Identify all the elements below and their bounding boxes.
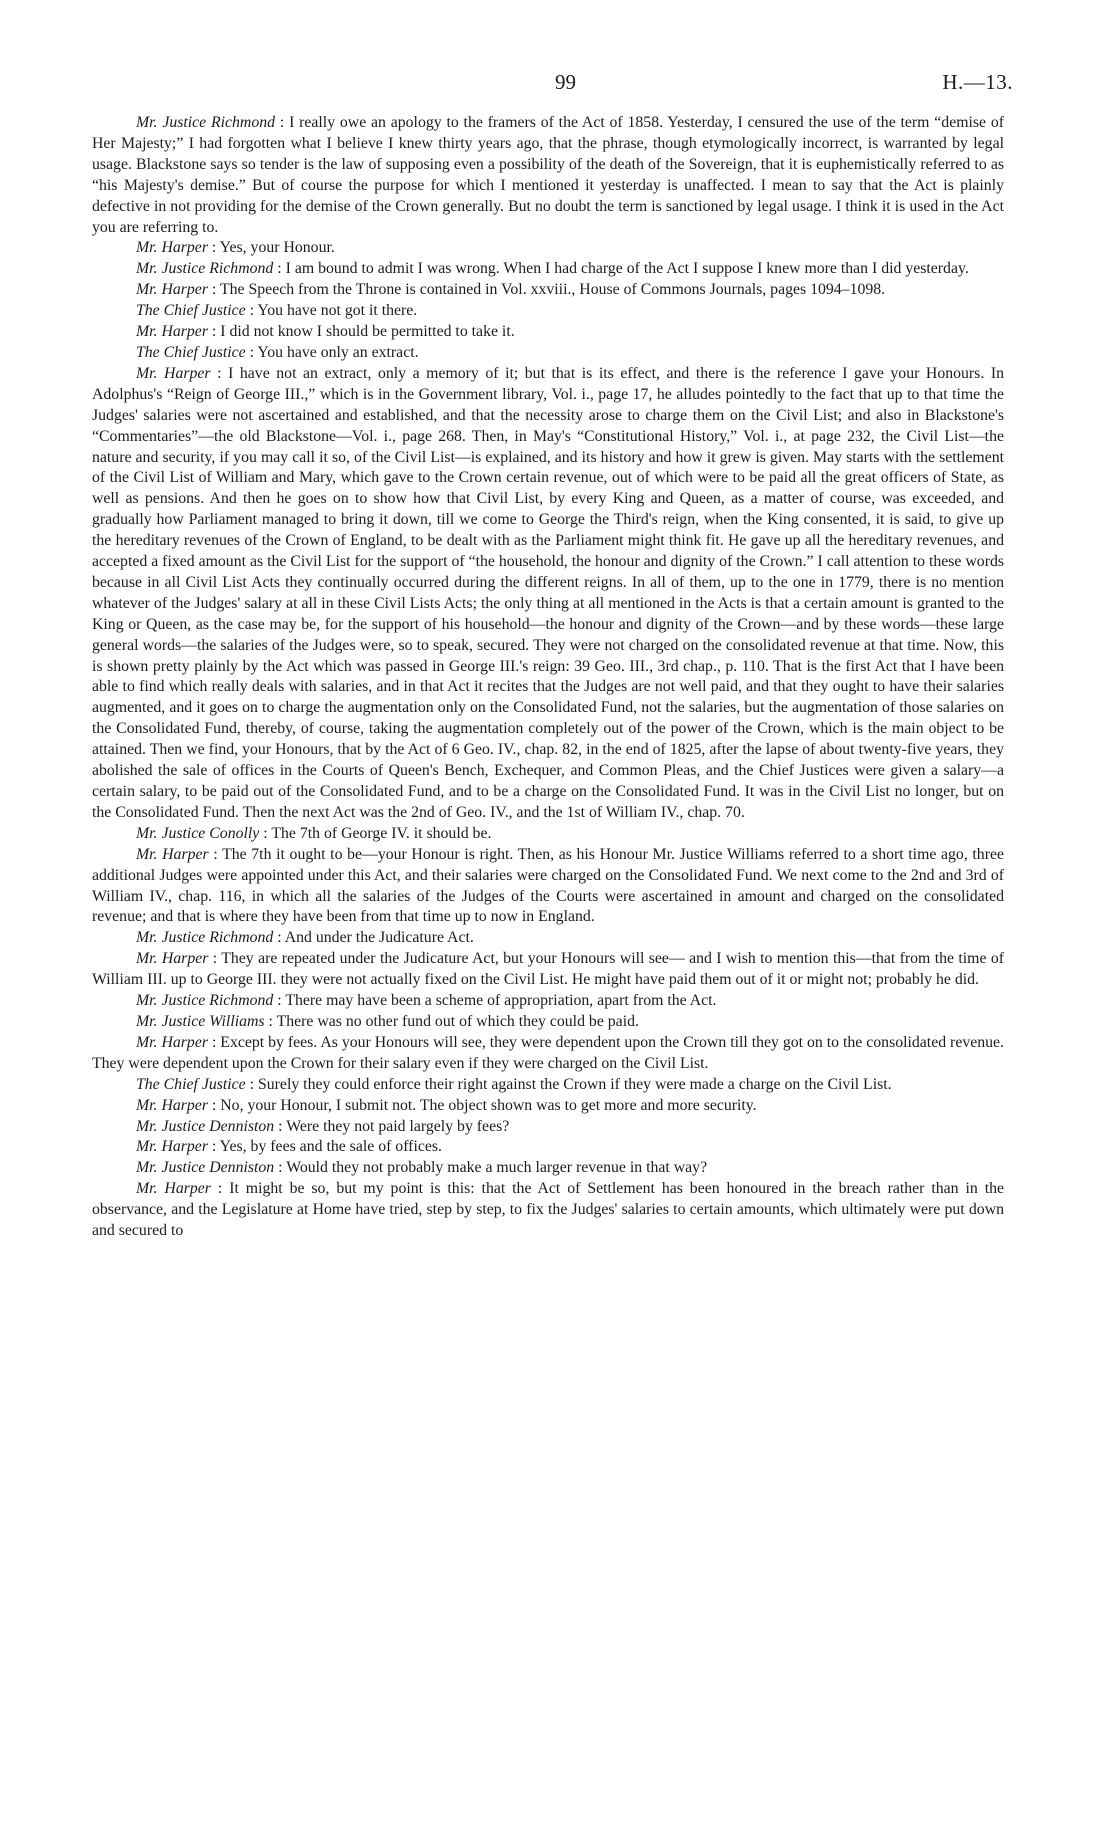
speaker-name: Mr. Harper <box>136 1138 208 1156</box>
speaker-name: Mr. Justice Williams <box>136 1012 265 1030</box>
speech-text: Surely they could enforce their right against the Crown if they were made a charge on the Civil List. <box>257 1075 892 1093</box>
speaker-separator: : <box>207 1033 221 1051</box>
speech-text: It might be so, but my point is this: that the Act of Settlement has been honoured in the breach rather than in the observance, and the Legislature at Home have tried, step by step, to fix the Judges' salaries to certain amounts, which ultimately were put down and secured to <box>92 1180 1004 1240</box>
speaker-separator: : <box>245 343 258 361</box>
transcript-paragraph <box>92 343 1004 364</box>
speaker-name: Mr. Harper <box>136 845 209 863</box>
speaker-separator: : <box>207 1138 220 1156</box>
transcript-paragraph <box>92 1117 1004 1138</box>
transcript-paragraph <box>92 1012 1004 1033</box>
speaker-separator: : <box>264 1012 277 1030</box>
speech-text: The 7th it ought to be—your Honour is right. Then, as his Honour Mr. Justice Williams referred to a short time ago, three additional Judges were appointed under this Act, and their salaries were charged on the Consolidated Fund. We next come to the 2nd and 3rd of William IV., chap. 116, in which all the salaries of the Judges of the Courts were ascertained in amount and charged on the consolidated revenue; and that is where they have been from that time up to now in England. <box>92 845 1004 926</box>
transcript-paragraph <box>92 280 1004 301</box>
speech-text: Were they not paid largely by fees? <box>286 1117 510 1135</box>
speech-text: No, your Honour, I submit not. The object shown was to get more and more security. <box>220 1096 757 1114</box>
speech-text: You have not got it there. <box>257 302 418 320</box>
speech-text: I really owe an apology to the framers of the Act of 1858. Yesterday, I censured the use of the term “demise of Her Majesty;” I had forgotten what I believe I knew thirty years ago, that the phrase, though etymologically incorrect, is warranted by legal usage. Blackstone says so tender is the law of supposing even a possibility of the death of the Sovereign, that it is euphemistically referred to as “his Majesty's demise.” But of course the purpose for which I mentioned it yesterday is unaffected. I mean to say that the Act is plainly defective in not providing for the demise of the Crown generally. But no doubt the term is sanctioned by legal usage. I think it is used in the Act you are referring to. <box>92 114 1005 236</box>
transcript-paragraph <box>92 259 1004 280</box>
speaker-name: Mr. Justice Richmond <box>136 260 274 278</box>
transcript-paragraph <box>92 113 1004 238</box>
speech-text: I am bound to admit I was wrong. When I had charge of the Act I suppose I knew more than I did yesterday. <box>285 260 969 278</box>
speaker-separator: : <box>210 1180 230 1198</box>
transcript-paragraph <box>92 1033 1004 1075</box>
speaker-name: The Chief Justice <box>136 302 246 320</box>
speaker-name: Mr. Harper <box>136 323 208 341</box>
speaker-separator: : <box>210 364 229 382</box>
transcript-paragraph <box>92 928 1004 949</box>
transcript-paragraph <box>92 1179 1004 1242</box>
speaker-separator: : <box>207 281 220 299</box>
speech-text: The Speech from the Throne is contained in Vol. xxviii., House of Commons Journals, pages 1094–1098. <box>219 281 886 299</box>
speech-text: Yes, your Honour. <box>219 239 335 257</box>
speech-text: I did not know I should be permitted to take it. <box>220 323 515 341</box>
speaker-separator: : <box>273 992 286 1010</box>
speaker-name: Mr. Justice Conolly <box>136 824 260 842</box>
speaker-separator: : <box>207 239 220 257</box>
speaker-name: Mr. Justice Denniston <box>136 1117 275 1135</box>
speech-text: The 7th of George IV. it should be. <box>271 824 492 842</box>
speaker-separator: : <box>207 323 221 341</box>
speaker-name: Mr. Justice Richmond <box>136 929 274 947</box>
transcript-paragraph <box>92 1158 1004 1179</box>
speaker-name: Mr. Justice Richmond <box>136 114 276 131</box>
speaker-separator: : <box>259 824 272 842</box>
speaker-separator: : <box>207 1096 221 1114</box>
transcript-paragraph <box>92 1137 1004 1158</box>
speaker-separator: : <box>208 950 222 968</box>
transcript-paragraph <box>92 322 1004 343</box>
transcript-body <box>92 113 1004 1242</box>
transcript-paragraph <box>92 301 1004 322</box>
document-reference: H.—13. <box>942 70 1013 94</box>
speaker-name: Mr. Harper <box>136 1180 211 1198</box>
speaker-name: Mr. Harper <box>136 1033 208 1051</box>
speaker-name: Mr. Justice Richmond <box>136 992 274 1010</box>
speaker-name: Mr. Justice Denniston <box>136 1159 275 1177</box>
transcript-paragraph <box>92 364 1004 824</box>
speaker-name: Mr. Harper <box>136 950 209 968</box>
speaker-separator: : <box>208 845 223 863</box>
speaker-separator: : <box>273 260 286 278</box>
transcript-paragraph <box>92 949 1004 991</box>
speaker-separator: : <box>275 114 290 131</box>
transcript-paragraph <box>92 238 1004 259</box>
speaker-name: Mr. Harper <box>136 239 208 257</box>
page-header <box>0 70 1114 100</box>
speech-text: Except by fees. As your Honours will see, they were dependent upon the Crown till they got on to the consolidated revenue. They were dependent upon the Crown for their salary even if they were charged on the Civil List. <box>92 1033 1004 1072</box>
transcript-paragraph <box>92 824 1004 845</box>
speech-text: There was no other fund out of which they could be paid. <box>276 1012 639 1030</box>
speaker-separator: : <box>245 1075 258 1093</box>
speech-text: There may have been a scheme of appropriation, apart from the Act. <box>285 992 717 1010</box>
speech-text: Yes, by fees and the sale of offices. <box>219 1138 442 1156</box>
speech-text: You have only an extract. <box>257 343 419 361</box>
speaker-name: Mr. Harper <box>136 364 211 382</box>
speaker-separator: : <box>245 302 258 320</box>
transcript-paragraph <box>92 1075 1004 1096</box>
speech-text: Would they not probably make a much larger revenue in that way? <box>286 1159 708 1177</box>
speaker-name: Mr. Harper <box>136 281 208 299</box>
transcript-paragraph <box>92 845 1004 929</box>
transcript-paragraph <box>92 991 1004 1012</box>
speaker-name: Mr. Harper <box>136 1096 208 1114</box>
speech-text: And under the Judicature Act. <box>284 929 474 947</box>
speaker-separator: : <box>273 929 285 947</box>
speaker-name: The Chief Justice <box>136 343 246 361</box>
speaker-name: The Chief Justice <box>136 1075 246 1093</box>
speech-text: They are repeated under the Judicature Act, but your Honours will see— and I wish to mention this—that from the time of William III. up to George III. they were not actually fixed on the Civil List. He might have paid them out of it or might not; probably he did. <box>92 950 1004 989</box>
speaker-separator: : <box>274 1117 287 1135</box>
page-number: 99 <box>555 70 576 94</box>
speaker-separator: : <box>274 1159 287 1177</box>
speech-text: I have not an extract, only a memory of it; but that is its effect, and there is the reference I gave your Honours. In Adolphus's “Reign of George III.,” which is in the Government library, Vol. i., page 17, he alludes pointedly to the fact that up to that time the Judges' salaries were not ascertained and established, and that the necessity arose to charge them on the Civil List; and also in Blackstone's “Commentaries”—the old Blackstone—Vol. i., page 268. Then, in May's “Constitutional History,” Vol. i., at page 232, the Civil List—the nature and security, if you may call it so, of the Civil List—is explained, and its history and how it grew is given. May starts with the settlement of the Civil List of William and Mary, which gave to the Crown certain revenue, out of which were to be paid all the great officers of State, as well as pensions. And then he goes on to show how that Civil List, by every King and Queen, as a matter of course, was exceeded, and gradually how Parliament managed to bring it down, till we come to George the Third's reign, when the King consented, it is said, to give up the hereditary revenues of the Crown of England, to be dealt with as the Parliament might think fit. He gave up all the hereditary revenues, and accepted a fixed amount as the Civil List for the support of “the household, the honour and dignity of the Crown.” I call attention to these words because in all Civil List Acts they continually occurred during the different reigns. In all of them, up to the one in 1779, there is no mention whatever of the Judges' salary at all in these Civil Lists Acts; the only thing at all mentioned in the Acts is that a certain amount is granted to the King or Queen, as the case may be, for the support of his household—the honour and dignity of the Crown—and by these words—these large general words—the salaries of the Judges were, so to speak, secured. They were not charged on the consolidated revenue at that time. Now, this is shown pretty plainly by the Act which was passed in George III.'s reign: 39 Geo. III., 3rd chap., p. 110. That is the first Act that I have been able to find which really deals with salaries, and in that Act it recites that the Judges are not well paid, and that they ought to have their salaries augmented, and it goes on to charge the augmentation only on the Consolidated Fund, not the salaries, but the augmentation of those salaries on the Consolidated Fund, thereby, of course, taking the augmentation completely out of the power of the Crown, which is the main object to be attained. Then we find, your Honours, that by the Act of 6 Geo. IV., chap. 82, in the end of 1825, after the lapse of about twenty-five years, they abolished the sale of offices in the Courts of Queen's Bench, Exchequer, and Common Pleas, and the Chief Justices were given a salary—a certain salary, to be paid out of the Consolidated Fund, and to be a charge on the Consolidated Fund. It was in the Civil List no longer, but on the Consolidated Fund. Then the next Act was the 2nd of Geo. IV., and the 1st of William IV., chap. 70. <box>92 364 1004 821</box>
transcript-paragraph <box>92 1096 1004 1117</box>
